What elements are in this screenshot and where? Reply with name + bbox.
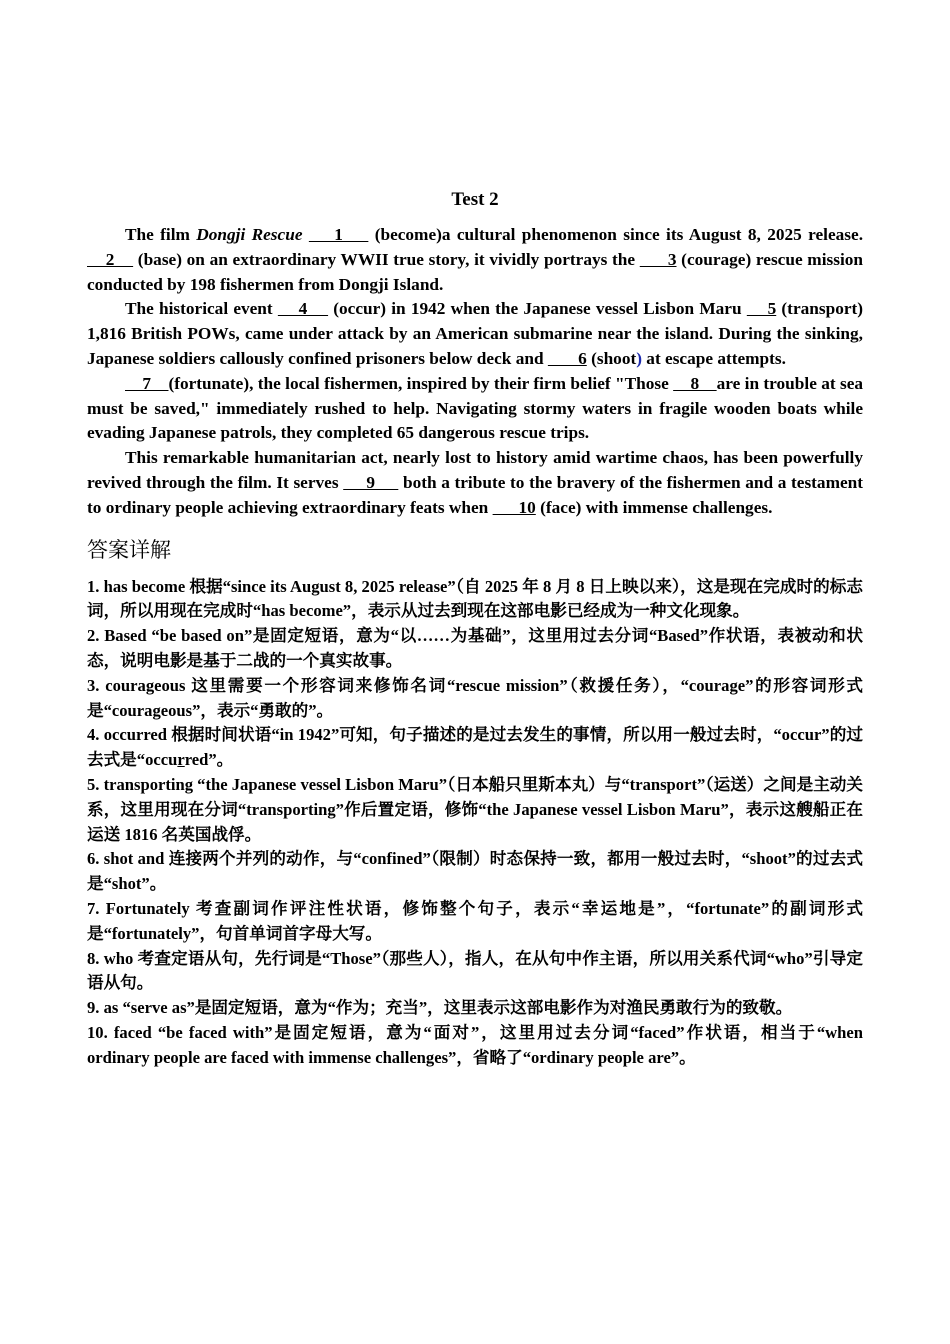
- blank-4: 4: [277, 299, 329, 319]
- blank-7: 7: [125, 373, 169, 393]
- text: This remarkable humanitarian act, nearly lost to history amid wartime chaos, has been powerfully revived through the film. It serves: [87, 448, 863, 492]
- answer-5: 5. transporting “the Japanese vessel Lisbon Maru”（日本船只里斯本丸）与“transport”（运送）之间是主动关系，这里用现在分词“transporting”作后置定语，修饰“the Japanese vessel Lisbon Maru”，表示这艘船正在运送 1816 名英国战俘。: [87, 774, 863, 844]
- text: (courage) rescue mission conducted by 198 fishermen from Dongji Island.: [87, 249, 864, 294]
- text: (fortunate), the local fishermen, inspired by their firm belief "Those: [168, 373, 674, 393]
- blank-5: 5: [746, 299, 777, 319]
- passage-paragraph-4: [87, 446, 863, 520]
- text: 4. occurred 根据时间状语“in 1942”可知，句子描述的是过去发生的事情，所以用一般过去时，“occur”的过去式是“occu: [87, 725, 863, 770]
- film-title: Dongji Rescue: [196, 225, 303, 244]
- answer-list: [87, 575, 863, 1071]
- answers-heading: 答案详解: [87, 537, 171, 562]
- text: at escape attempts.: [641, 348, 786, 368]
- answer-6: 6. shot and 连接两个并列的动作，与“confined”（限制）时态保持一致，都用一般过去时，“shoot”的过去式是“shot”。: [87, 849, 863, 894]
- blank-2: 2: [87, 249, 134, 269]
- answer-1: 1. has become 根据“since its August 8, 2025 release”（自 2025 年 8 月 8 日上映以来），这是现在完成时的标志词，所以用现在完成时“has become”，表示从过去到现在这部电影已经成为一种文化现象。: [87, 576, 863, 621]
- cloze-passage: [87, 223, 863, 521]
- answer-7: 7. Fortunately 考查副词作评注性状语，修饰整个句子，表示“幸运地是”，“fortunate”的副词形式是“fortunately”，句首单词首字母大写。: [87, 898, 863, 943]
- text: (face) with immense challenges.: [535, 497, 773, 517]
- underlined-letter: r: [177, 750, 185, 770]
- text: (become)a cultural phenomenon since its August 8, 2025 release.: [368, 225, 864, 244]
- text: (base) on an extraordinary WWII true story, it vividly portrays the: [133, 249, 640, 269]
- blank-3: 3: [639, 249, 677, 269]
- text: The film: [125, 225, 197, 244]
- passage-paragraph-3: [87, 372, 863, 446]
- text: (shoot: [586, 348, 637, 368]
- answer-8: 8. who 考查定语从句，先行词是“Those”（那些人），指人，在从句中作主语，所以用关系代词“who”引导定语从句。: [87, 948, 863, 993]
- blank-10: 10: [492, 497, 536, 517]
- text: red”。: [184, 750, 234, 770]
- text: The historical event: [125, 299, 278, 319]
- answer-9: 9. as “serve as”是固定短语，意为“作为；充当”，这里表示这部电影作为对渔民勇敢行为的致敬。: [87, 998, 793, 1018]
- answer-3: 3. courageous 这里需要一个形容词来修饰名词“rescue mission”（救援任务），“courage”的形容词形式是“courageous”，表示“勇敢的”。: [87, 675, 863, 720]
- document-page: [87, 187, 863, 1071]
- text: are in trouble at sea must be saved," immediately rushed to help. Navigating stormy waters in fragile wooden boats while evading Japanese patrols, they completed 65 dangerous rescue trips.: [87, 373, 864, 443]
- blank-6: 6: [547, 348, 587, 368]
- answer-4: [87, 723, 863, 773]
- passage-paragraph-2: [87, 297, 863, 371]
- blank-9: 9: [343, 472, 399, 492]
- answer-2: 2. Based “be based on”是固定短语，意为“以……为基础”，这里用过去分词“Based”作状语，表被动和状态，说明电影是基于二战的一个真实故事。: [87, 626, 863, 670]
- blank-1: 1: [308, 225, 369, 244]
- passage-paragraph-1: [87, 223, 863, 297]
- blank-8: 8: [673, 373, 717, 393]
- answer-10: 10. faced “be faced with”是固定短语，意为“面对”，这里用过去分词“faced”作状语，相当于“when ordinary people are faced with immense challenges”，省略了“ordinary people are”。: [87, 1022, 863, 1067]
- text: both a tribute to the bravery of the fishermen and a testament to ordinary people achieving extraordinary feats when: [87, 472, 864, 517]
- text: (occur) in 1942 when the Japanese vessel Lisbon Maru: [328, 299, 747, 319]
- paren: ): [636, 348, 642, 368]
- page-title: Test 2: [451, 189, 499, 210]
- text: (transport) 1,816 British POWs, came under attack by an American submarine near the island. During the sinking, Japanese soldiers callously confined prisoners below deck and: [87, 299, 864, 368]
